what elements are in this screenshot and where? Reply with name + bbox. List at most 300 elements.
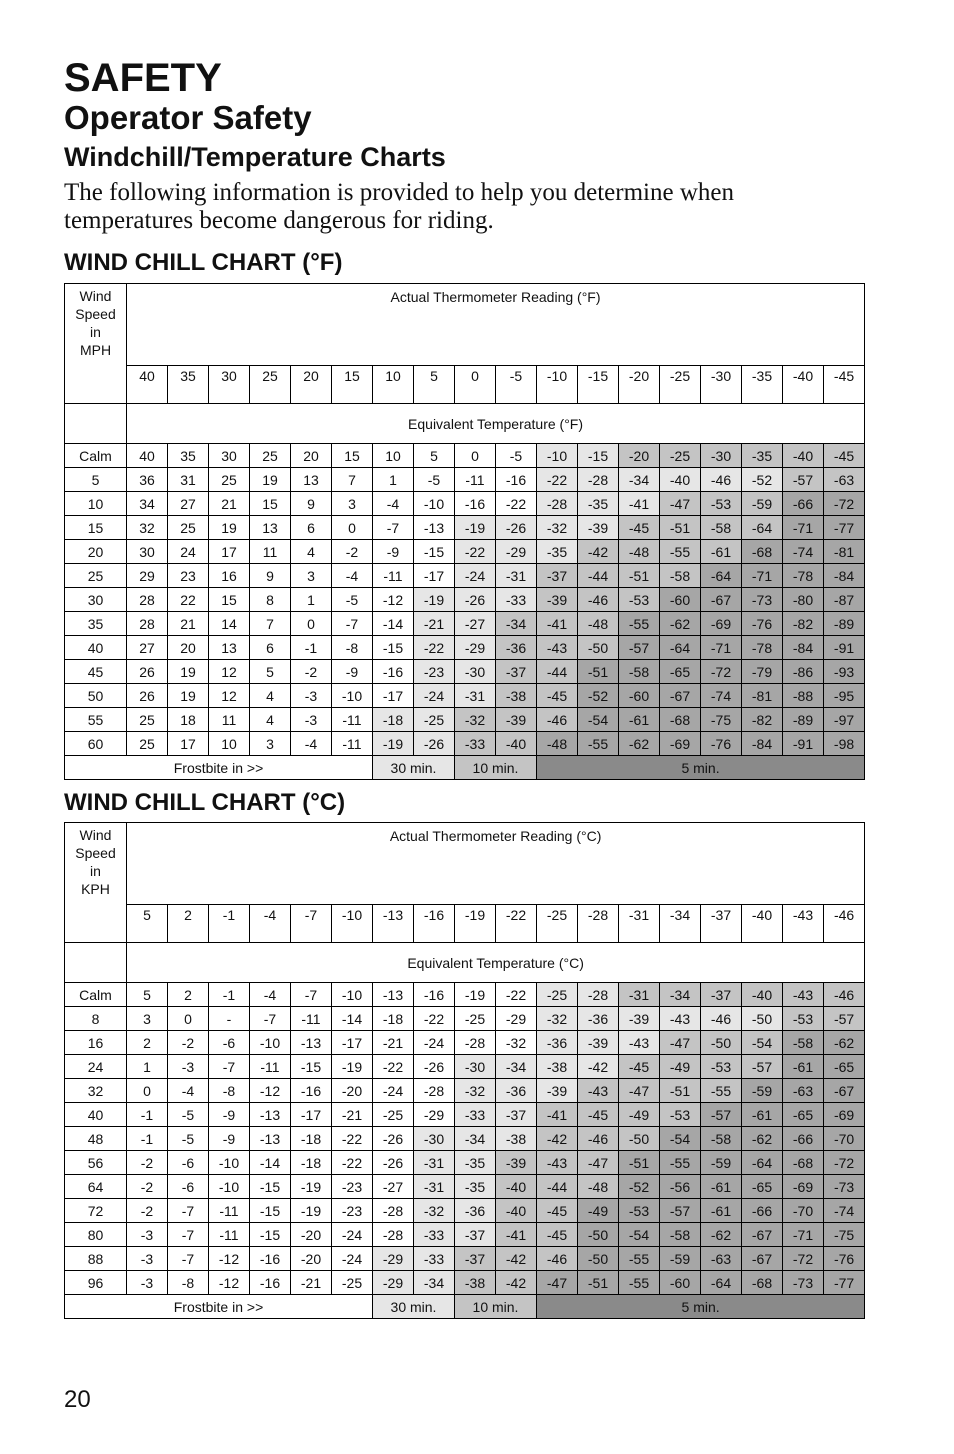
wind-chill-value-cell: 34	[127, 492, 168, 516]
wind-chill-value-cell: -63	[824, 468, 865, 492]
wind-chill-value-cell: -87	[824, 588, 865, 612]
wind-chill-value-cell: -25	[373, 1103, 414, 1127]
wind-chill-value-cell: -89	[783, 708, 824, 732]
wind-chill-value-cell: -3	[127, 1223, 168, 1247]
wind-chill-value-cell: -67	[824, 1079, 865, 1103]
wind-speed-row	[65, 660, 865, 684]
wind-chill-value-cell: -8	[168, 1271, 209, 1295]
actual-temperature-cell: -19	[455, 905, 496, 943]
wind-chill-value-cell: -36	[496, 636, 537, 660]
wind-chill-value-cell: -81	[824, 540, 865, 564]
wind-chill-value-cell: -4	[168, 1079, 209, 1103]
wind-chill-value-cell: -46	[578, 588, 619, 612]
wind-chill-value-cell: -35	[455, 1151, 496, 1175]
actual-temperature-cell: 10	[373, 366, 414, 404]
wind-chill-value-cell: 14	[209, 612, 250, 636]
wind-chill-value-cell: 24	[168, 540, 209, 564]
wind-chill-value-cell: -22	[496, 983, 537, 1007]
wind-chill-value-cell: 0	[168, 1007, 209, 1031]
wind-chill-value-cell: -73	[824, 1175, 865, 1199]
wind-chill-value-cell: -51	[660, 516, 701, 540]
wind-chill-value-cell: 0	[332, 516, 373, 540]
wind-chill-value-cell: -15	[250, 1175, 291, 1199]
wind-chill-value-cell: -72	[783, 1247, 824, 1271]
wind-chill-value-cell: -55	[578, 732, 619, 756]
wind-chill-value-cell: -43	[578, 1079, 619, 1103]
wind-chill-value-cell: -37	[496, 1103, 537, 1127]
wind-chill-value-cell: -49	[578, 1199, 619, 1223]
wind-chill-value-cell: -64	[701, 1271, 742, 1295]
wind-chill-value-cell: 25	[250, 444, 291, 468]
wind-speed-row	[65, 684, 865, 708]
wind-chill-value-cell: -52	[619, 1175, 660, 1199]
wind-chill-value-cell: 10	[373, 444, 414, 468]
wind-chill-value-cell: -63	[783, 1079, 824, 1103]
wind-chill-value-cell: -36	[496, 1079, 537, 1103]
wind-chill-value-cell: -48	[578, 1175, 619, 1199]
wind-chill-value-cell: 18	[168, 708, 209, 732]
wind-chill-value-cell: -12	[209, 1271, 250, 1295]
wind-chill-value-cell: -46	[537, 708, 578, 732]
wind-chill-value-cell: -57	[783, 468, 824, 492]
wind-chill-value-cell: -77	[824, 1271, 865, 1295]
wind-chill-value-cell: -66	[783, 492, 824, 516]
wind-speed-cell: 88	[65, 1247, 127, 1271]
wind-chill-value-cell: -65	[660, 660, 701, 684]
wind-chill-value-cell: -36	[578, 1007, 619, 1031]
actual-temperature-cell: -46	[824, 905, 865, 943]
wind-speed-cell: 25	[65, 564, 127, 588]
wind-chill-value-cell: -48	[619, 540, 660, 564]
wind-chill-value-cell: -61	[783, 1055, 824, 1079]
frostbite-30min: 30 min.	[373, 756, 455, 780]
wind-chill-value-cell: 29	[127, 564, 168, 588]
wind-chill-value-cell: 32	[127, 516, 168, 540]
wind-chill-value-cell: -43	[660, 1007, 701, 1031]
wind-chill-value-cell: -13	[291, 1031, 332, 1055]
wind-chill-value-cell: -25	[414, 708, 455, 732]
wind-chill-value-cell: -32	[455, 708, 496, 732]
wind-chill-value-cell: -74	[701, 684, 742, 708]
wind-chill-value-cell: -51	[660, 1079, 701, 1103]
wind-chill-value-cell: 4	[250, 684, 291, 708]
wind-chill-value-cell: -17	[291, 1103, 332, 1127]
blank-cell	[65, 404, 127, 444]
wind-chill-value-cell: -33	[455, 1103, 496, 1127]
actual-temperature-cell: -40	[783, 366, 824, 404]
wind-chill-value-cell: -61	[701, 1199, 742, 1223]
wind-chill-value-cell: -7	[209, 1055, 250, 1079]
wind-chill-value-cell: -13	[250, 1103, 291, 1127]
frostbite-10min: 10 min.	[455, 1295, 537, 1319]
wind-chill-value-cell: -10	[250, 1031, 291, 1055]
wind-chill-value-cell: -1	[209, 983, 250, 1007]
wind-chill-value-cell: -29	[373, 1271, 414, 1295]
wind-chill-value-cell: -97	[824, 708, 865, 732]
wind-chill-value-cell: -39	[578, 516, 619, 540]
wind-chill-value-cell: -37	[455, 1247, 496, 1271]
wind-chill-value-cell: -19	[332, 1055, 373, 1079]
wind-chill-value-cell: -62	[619, 732, 660, 756]
wind-chill-value-cell: -21	[291, 1271, 332, 1295]
wind-chill-value-cell: 4	[250, 708, 291, 732]
wind-chill-value-cell: -53	[701, 1055, 742, 1079]
wind-chill-value-cell: -59	[742, 1079, 783, 1103]
actual-temperature-cell: 25	[250, 366, 291, 404]
wind-chill-value-cell: -24	[373, 1079, 414, 1103]
wind-chill-value-cell: -45	[537, 1223, 578, 1247]
wind-chill-value-cell: 11	[250, 540, 291, 564]
wind-chill-value-cell: -65	[742, 1175, 783, 1199]
wind-chill-value-cell: -35	[578, 492, 619, 516]
wind-chill-value-cell: -58	[660, 564, 701, 588]
wind-chill-value-cell: 26	[127, 684, 168, 708]
wind-chill-value-cell: -28	[373, 1223, 414, 1247]
wind-chill-value-cell: -59	[701, 1151, 742, 1175]
wind-chill-value-cell: -7	[168, 1247, 209, 1271]
wind-chill-value-cell: -49	[619, 1103, 660, 1127]
wind-speed-row	[65, 1151, 865, 1175]
wind-chill-value-cell: -47	[578, 1151, 619, 1175]
actual-reading-title-row	[65, 284, 865, 366]
wind-chill-value-cell: -84	[783, 636, 824, 660]
actual-temperature-cell: -5	[496, 366, 537, 404]
wind-chill-value-cell: -46	[824, 983, 865, 1007]
wind-chill-value-cell: -46	[578, 1127, 619, 1151]
wind-chill-value-cell: -44	[537, 1175, 578, 1199]
wind-chill-value-cell: -29	[496, 1007, 537, 1031]
wind-chill-value-cell: 26	[127, 660, 168, 684]
wind-chill-value-cell: -79	[742, 660, 783, 684]
wind-chill-value-cell: -68	[660, 708, 701, 732]
wind-chill-value-cell: 28	[127, 612, 168, 636]
wind-chill-value-cell: -20	[332, 1079, 373, 1103]
wind-speed-header-line: Wind	[79, 827, 112, 843]
wind-speed-row	[65, 612, 865, 636]
wind-chill-value-cell: -57	[824, 1007, 865, 1031]
wind-chill-value-cell: -76	[824, 1247, 865, 1271]
wind-speed-row	[65, 1055, 865, 1079]
wind-chill-value-cell: -50	[578, 1247, 619, 1271]
wind-chill-value-cell: -66	[742, 1199, 783, 1223]
wind-chill-value-cell: 10	[209, 732, 250, 756]
wind-chill-value-cell: -53	[701, 492, 742, 516]
wind-chill-value-cell: 17	[209, 540, 250, 564]
wind-chill-value-cell: -55	[619, 612, 660, 636]
wind-chill-value-cell: -45	[537, 1199, 578, 1223]
wind-chill-value-cell: -57	[619, 636, 660, 660]
wind-chill-value-cell: -55	[619, 1247, 660, 1271]
actual-temperature-cell: 5	[127, 905, 168, 943]
wind-speed-cell: 40	[65, 1103, 127, 1127]
wind-chill-value-cell: -16	[250, 1271, 291, 1295]
wind-chill-value-cell: -15	[578, 444, 619, 468]
wind-chill-value-cell: -28	[414, 1079, 455, 1103]
wind-speed-cell: 20	[65, 540, 127, 564]
wind-chill-value-cell: -42	[496, 1247, 537, 1271]
wind-chill-value-cell: 19	[250, 468, 291, 492]
wind-chill-value-cell: -57	[742, 1055, 783, 1079]
wind-chill-value-cell: 30	[209, 444, 250, 468]
wind-chill-value-cell: 0	[127, 1079, 168, 1103]
wind-chill-value-cell: 25	[168, 516, 209, 540]
wind-chill-value-cell: 28	[127, 588, 168, 612]
frostbite-30min: 30 min.	[373, 1295, 455, 1319]
wind-chill-value-cell: -26	[373, 1127, 414, 1151]
wind-chill-value-cell: -45	[824, 444, 865, 468]
wind-chill-value-cell: 1	[291, 588, 332, 612]
actual-temperature-cell: -22	[496, 905, 537, 943]
wind-chill-value-cell: -36	[455, 1199, 496, 1223]
wind-speed-row	[65, 564, 865, 588]
wind-chill-value-cell: -37	[537, 564, 578, 588]
wind-chill-value-cell: 25	[209, 468, 250, 492]
wind-chill-value-cell: -39	[619, 1007, 660, 1031]
wind-chill-value-cell: -81	[742, 684, 783, 708]
wind-chill-value-cell: -5	[168, 1127, 209, 1151]
wind-chill-value-cell: -71	[701, 636, 742, 660]
wind-chill-value-cell: -29	[373, 1247, 414, 1271]
actual-temperature-cell: 20	[291, 366, 332, 404]
wind-chill-value-cell: -46	[701, 468, 742, 492]
wind-chill-value-cell: 17	[168, 732, 209, 756]
wind-chill-value-cell: -55	[660, 540, 701, 564]
wind-chill-value-cell: -2	[168, 1031, 209, 1055]
wind-chill-value-cell: -34	[496, 612, 537, 636]
wind-chill-value-cell: -26	[414, 1055, 455, 1079]
wind-chill-value-cell: -10	[537, 444, 578, 468]
wind-chill-value-cell: -70	[783, 1199, 824, 1223]
wind-chill-value-cell: -17	[414, 564, 455, 588]
wind-chill-value-cell: -17	[332, 1031, 373, 1055]
wind-speed-cell: 72	[65, 1199, 127, 1223]
wind-speed-header-line: Speed	[75, 845, 116, 861]
wind-chill-value-cell: -40	[496, 732, 537, 756]
wind-chill-value-cell: -76	[742, 612, 783, 636]
wind-speed-cell: 24	[65, 1055, 127, 1079]
wind-chill-value-cell: -30	[701, 444, 742, 468]
wind-chill-value-cell: -18	[291, 1127, 332, 1151]
wind-chill-value-cell: -72	[824, 1151, 865, 1175]
wind-chill-value-cell: -9	[209, 1103, 250, 1127]
wind-speed-row	[65, 732, 865, 756]
wind-chill-value-cell: -19	[291, 1175, 332, 1199]
wind-chill-value-cell: -51	[619, 564, 660, 588]
wind-chill-value-cell: -71	[783, 1223, 824, 1247]
wind-chill-value-cell: 21	[209, 492, 250, 516]
wind-chill-value-cell: -33	[414, 1247, 455, 1271]
wind-chill-value-cell: 3	[127, 1007, 168, 1031]
wind-chill-value-cell: -4	[332, 564, 373, 588]
actual-temperature-cell: -20	[619, 366, 660, 404]
wind-chill-value-cell: -65	[783, 1103, 824, 1127]
wind-chill-value-cell: -70	[824, 1127, 865, 1151]
actual-temperature-cell: 40	[127, 366, 168, 404]
wind-chill-value-cell: -50	[701, 1031, 742, 1055]
wind-chill-value-cell: 4	[291, 540, 332, 564]
wind-chill-value-cell: -20	[291, 1223, 332, 1247]
wind-chill-value-cell: -1	[291, 636, 332, 660]
wind-chill-value-cell: -50	[578, 1223, 619, 1247]
wind-chill-value-cell: -39	[496, 708, 537, 732]
wind-speed-row	[65, 1127, 865, 1151]
wind-chill-value-cell: -11	[291, 1007, 332, 1031]
wind-speed-row	[65, 588, 865, 612]
wind-chill-value-cell: -76	[701, 732, 742, 756]
wind-chill-value-cell: -10	[414, 492, 455, 516]
wind-chill-value-cell: -2	[127, 1151, 168, 1175]
wind-chill-value-cell: -39	[537, 1079, 578, 1103]
wind-chill-value-cell: -31	[455, 684, 496, 708]
wind-chill-value-cell: -46	[537, 1247, 578, 1271]
wind-chill-value-cell: -40	[660, 468, 701, 492]
wind-chill-value-cell: 13	[291, 468, 332, 492]
wind-chill-value-cell: -39	[578, 1031, 619, 1055]
wind-speed-row	[65, 1031, 865, 1055]
wind-chill-value-cell: -3	[168, 1055, 209, 1079]
equivalent-temperature-title: Equivalent Temperature (°C)	[127, 943, 865, 983]
wind-chill-value-cell: -33	[414, 1223, 455, 1247]
wind-chill-value-cell: -22	[414, 636, 455, 660]
wind-chill-value-cell: -24	[332, 1223, 373, 1247]
wind-chill-value-cell: -55	[701, 1079, 742, 1103]
wind-chill-value-cell: -51	[578, 660, 619, 684]
wind-speed-header-line: Wind	[79, 288, 112, 304]
wind-chill-value-cell: -35	[537, 540, 578, 564]
wind-speed-row	[65, 1175, 865, 1199]
frostbite-label: Frostbite in >>	[65, 756, 373, 780]
wind-chill-value-cell: -62	[660, 612, 701, 636]
wind-chill-value-cell: -52	[578, 684, 619, 708]
actual-reading-title: Actual Thermometer Reading (°F)	[127, 284, 865, 366]
wind-chill-value-cell: -17	[373, 684, 414, 708]
chart-title-fahrenheit: WIND CHILL CHART (°F)	[64, 249, 343, 276]
wind-chill-value-cell: -27	[455, 612, 496, 636]
actual-temperature-cell: -37	[701, 905, 742, 943]
actual-reading-title: Actual Thermometer Reading (°C)	[127, 823, 865, 905]
wind-chill-value-cell: 6	[250, 636, 291, 660]
wind-speed-cell: 8	[65, 1007, 127, 1031]
wind-chill-value-cell: -40	[742, 983, 783, 1007]
wind-chill-value-cell: -86	[783, 660, 824, 684]
wind-chill-value-cell: -21	[414, 612, 455, 636]
blank-cell	[65, 943, 127, 983]
wind-speed-row	[65, 983, 865, 1007]
wind-chill-value-cell: -40	[496, 1175, 537, 1199]
wind-chill-value-cell: -45	[619, 516, 660, 540]
wind-chill-value-cell: -74	[824, 1199, 865, 1223]
wind-chill-value-cell: -24	[332, 1247, 373, 1271]
wind-speed-cell: 10	[65, 492, 127, 516]
wind-chill-value-cell: -43	[537, 1151, 578, 1175]
wind-speed-row	[65, 708, 865, 732]
wind-chill-value-cell: -73	[742, 588, 783, 612]
wind-chill-value-cell: -62	[742, 1127, 783, 1151]
wind-chill-value-cell: -61	[701, 1175, 742, 1199]
wind-chill-value-cell: -25	[660, 444, 701, 468]
actual-temperature-cell: 0	[455, 366, 496, 404]
wind-chill-value-cell: -58	[619, 660, 660, 684]
wind-chill-value-cell: -60	[619, 684, 660, 708]
wind-speed-row	[65, 1271, 865, 1295]
wind-chill-value-cell: -40	[496, 1199, 537, 1223]
wind-chill-value-cell: 19	[168, 660, 209, 684]
wind-chill-value-cell: -22	[455, 540, 496, 564]
wind-chill-value-cell: -23	[414, 660, 455, 684]
wind-chill-value-cell: -15	[414, 540, 455, 564]
wind-chill-value-cell: -2	[127, 1199, 168, 1223]
wind-chill-value-cell: -89	[824, 612, 865, 636]
wind-chill-value-cell: -28	[373, 1199, 414, 1223]
wind-chill-value-cell: -67	[660, 684, 701, 708]
wind-chill-table-fahrenheit	[64, 283, 865, 780]
wind-chill-value-cell: -9	[373, 540, 414, 564]
wind-chill-value-cell: -38	[496, 1127, 537, 1151]
wind-speed-header	[65, 284, 127, 404]
page-number: 20	[64, 1386, 91, 1413]
wind-chill-value-cell: 9	[250, 564, 291, 588]
wind-chill-value-cell: -15	[373, 636, 414, 660]
wind-chill-value-cell: -59	[742, 492, 783, 516]
wind-chill-value-cell: -10	[209, 1175, 250, 1199]
wind-chill-value-cell: -14	[250, 1151, 291, 1175]
actual-temperature-cell: -16	[414, 905, 455, 943]
wind-chill-value-cell: -16	[291, 1079, 332, 1103]
wind-chill-value-cell: -64	[660, 636, 701, 660]
wind-chill-value-cell: -22	[373, 1055, 414, 1079]
wind-chill-value-cell: -29	[455, 636, 496, 660]
wind-chill-value-cell: -22	[537, 468, 578, 492]
wind-chill-value-cell: 5	[250, 660, 291, 684]
wind-chill-value-cell: 20	[168, 636, 209, 660]
wind-chill-value-cell: -10	[209, 1151, 250, 1175]
wind-chill-value-cell: -26	[496, 516, 537, 540]
wind-chill-value-cell: -65	[824, 1055, 865, 1079]
actual-temperature-cell: 30	[209, 366, 250, 404]
wind-chill-value-cell: 0	[291, 612, 332, 636]
wind-chill-value-cell: 27	[127, 636, 168, 660]
wind-chill-value-cell: 27	[168, 492, 209, 516]
wind-chill-value-cell: -25	[537, 983, 578, 1007]
topic-title: Windchill/Temperature Charts	[64, 142, 446, 172]
wind-chill-value-cell: -41	[496, 1223, 537, 1247]
wind-chill-value-cell: -15	[250, 1199, 291, 1223]
wind-chill-value-cell: -6	[168, 1175, 209, 1199]
wind-chill-value-cell: -20	[619, 444, 660, 468]
wind-chill-value-cell: -6	[168, 1151, 209, 1175]
frostbite-5min: 5 min.	[537, 1295, 865, 1319]
wind-chill-value-cell: -16	[414, 983, 455, 1007]
wind-chill-value-cell: -47	[660, 492, 701, 516]
wind-chill-value-cell: -23	[332, 1199, 373, 1223]
wind-chill-value-cell: -22	[496, 492, 537, 516]
wind-chill-value-cell: 3	[291, 564, 332, 588]
wind-chill-value-cell: -16	[496, 468, 537, 492]
wind-chill-value-cell: -9	[209, 1127, 250, 1151]
actual-reading-title-row	[65, 823, 865, 905]
wind-chill-value-cell: -48	[537, 732, 578, 756]
actual-temperature-cell: -45	[824, 366, 865, 404]
wind-chill-value-cell: -72	[701, 660, 742, 684]
wind-chill-value-cell: -54	[578, 708, 619, 732]
wind-chill-value-cell: -67	[742, 1223, 783, 1247]
wind-chill-value-cell: -5	[332, 588, 373, 612]
wind-chill-value-cell: 3	[332, 492, 373, 516]
wind-chill-value-cell: -13	[373, 983, 414, 1007]
wind-chill-value-cell: -7	[373, 516, 414, 540]
wind-speed-cell: 40	[65, 636, 127, 660]
wind-chill-value-cell: -19	[455, 983, 496, 1007]
